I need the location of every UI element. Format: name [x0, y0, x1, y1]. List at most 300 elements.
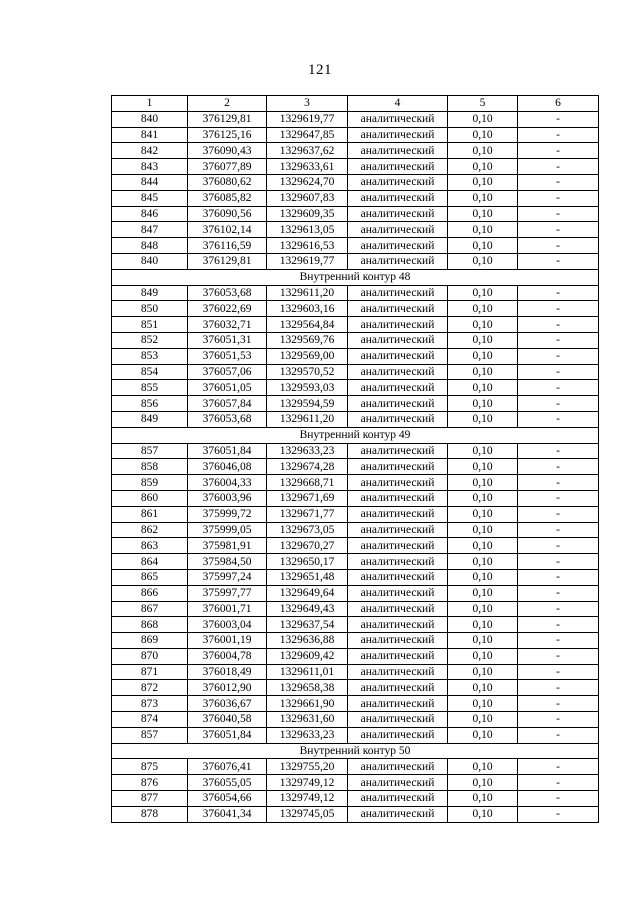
- method-cell: аналитический: [348, 111, 448, 127]
- description-cell: -: [518, 190, 599, 206]
- method-cell: аналитический: [348, 475, 448, 491]
- accuracy-cell: 0,10: [448, 301, 518, 317]
- method-cell: аналитический: [348, 459, 448, 475]
- description-cell: -: [518, 791, 599, 807]
- y-coordinate-cell: 1329619,77: [267, 253, 348, 269]
- point-number-cell: 849: [112, 411, 188, 427]
- accuracy-cell: 0,10: [448, 364, 518, 380]
- y-coordinate-cell: 1329609,42: [267, 648, 348, 664]
- description-cell: -: [518, 601, 599, 617]
- accuracy-cell: 0,10: [448, 633, 518, 649]
- description-cell: -: [518, 538, 599, 554]
- accuracy-cell: 0,10: [448, 206, 518, 222]
- accuracy-cell: 0,10: [448, 712, 518, 728]
- point-number-cell: 868: [112, 617, 188, 633]
- table-row: [112, 159, 599, 175]
- x-coordinate-cell: 376001,71: [188, 601, 267, 617]
- x-coordinate-cell: 375997,24: [188, 569, 267, 585]
- point-number-cell: 863: [112, 538, 188, 554]
- table-row: [112, 301, 599, 317]
- accuracy-cell: 0,10: [448, 727, 518, 743]
- method-cell: аналитический: [348, 411, 448, 427]
- x-coordinate-cell: 376003,04: [188, 617, 267, 633]
- accuracy-cell: 0,10: [448, 396, 518, 412]
- method-cell: аналитический: [348, 712, 448, 728]
- table-row: [112, 696, 599, 712]
- x-coordinate-cell: 376080,62: [188, 174, 267, 190]
- table-row: [112, 712, 599, 728]
- table-row: [112, 380, 599, 396]
- method-cell: аналитический: [348, 775, 448, 791]
- description-cell: -: [518, 459, 599, 475]
- accuracy-cell: 0,10: [448, 222, 518, 238]
- table-row: [112, 206, 599, 222]
- point-number-cell: 847: [112, 222, 188, 238]
- y-coordinate-cell: 1329594,59: [267, 396, 348, 412]
- description-cell: -: [518, 174, 599, 190]
- x-coordinate-cell: 376053,68: [188, 285, 267, 301]
- description-cell: -: [518, 332, 599, 348]
- method-cell: аналитический: [348, 127, 448, 143]
- point-number-cell: 848: [112, 238, 188, 254]
- method-cell: аналитический: [348, 222, 448, 238]
- x-coordinate-cell: 376116,59: [188, 238, 267, 254]
- method-cell: аналитический: [348, 806, 448, 822]
- x-coordinate-cell: 376004,33: [188, 475, 267, 491]
- point-number-cell: 845: [112, 190, 188, 206]
- table-body: [112, 111, 599, 822]
- accuracy-cell: 0,10: [448, 696, 518, 712]
- accuracy-cell: 0,10: [448, 459, 518, 475]
- y-coordinate-cell: 1329755,20: [267, 759, 348, 775]
- accuracy-cell: 0,10: [448, 174, 518, 190]
- description-cell: -: [518, 443, 599, 459]
- x-coordinate-cell: 376054,66: [188, 791, 267, 807]
- point-number-cell: 854: [112, 364, 188, 380]
- method-cell: аналитический: [348, 348, 448, 364]
- header-cell-description: 6: [518, 96, 599, 112]
- y-coordinate-cell: 1329673,05: [267, 522, 348, 538]
- page-number: 121: [308, 62, 332, 78]
- y-coordinate-cell: 1329613,05: [267, 222, 348, 238]
- y-coordinate-cell: 1329671,77: [267, 506, 348, 522]
- accuracy-cell: 0,10: [448, 759, 518, 775]
- x-coordinate-cell: 376001,19: [188, 633, 267, 649]
- point-number-cell: 872: [112, 680, 188, 696]
- table-row: [112, 222, 599, 238]
- point-number-cell: 858: [112, 459, 188, 475]
- description-cell: -: [518, 222, 599, 238]
- point-number-cell: 841: [112, 127, 188, 143]
- method-cell: аналитический: [348, 238, 448, 254]
- x-coordinate-cell: 376032,71: [188, 317, 267, 333]
- y-coordinate-cell: 1329670,27: [267, 538, 348, 554]
- accuracy-cell: 0,10: [448, 538, 518, 554]
- point-number-cell: 878: [112, 806, 188, 822]
- point-number-cell: 851: [112, 317, 188, 333]
- point-number-cell: 865: [112, 569, 188, 585]
- accuracy-cell: 0,10: [448, 648, 518, 664]
- y-coordinate-cell: 1329658,38: [267, 680, 348, 696]
- header-cell-method: 4: [348, 96, 448, 112]
- point-number-cell: 862: [112, 522, 188, 538]
- point-number-cell: 842: [112, 143, 188, 159]
- table-row: [112, 459, 599, 475]
- y-coordinate-cell: 1329671,69: [267, 490, 348, 506]
- y-coordinate-cell: 1329609,35: [267, 206, 348, 222]
- method-cell: аналитический: [348, 759, 448, 775]
- point-number-cell: 857: [112, 443, 188, 459]
- method-cell: аналитический: [348, 569, 448, 585]
- x-coordinate-cell: 376012,90: [188, 680, 267, 696]
- table-row: [112, 475, 599, 491]
- table-row: [112, 490, 599, 506]
- description-cell: -: [518, 759, 599, 775]
- method-cell: аналитический: [348, 648, 448, 664]
- point-number-cell: 869: [112, 633, 188, 649]
- point-number-cell: 844: [112, 174, 188, 190]
- x-coordinate-cell: 375999,72: [188, 506, 267, 522]
- x-coordinate-cell: 376051,84: [188, 443, 267, 459]
- accuracy-cell: 0,10: [448, 806, 518, 822]
- accuracy-cell: 0,10: [448, 317, 518, 333]
- description-cell: -: [518, 506, 599, 522]
- x-coordinate-cell: 376018,49: [188, 664, 267, 680]
- y-coordinate-cell: 1329661,90: [267, 696, 348, 712]
- x-coordinate-cell: 375999,05: [188, 522, 267, 538]
- x-coordinate-cell: 376051,05: [188, 380, 267, 396]
- y-coordinate-cell: 1329569,00: [267, 348, 348, 364]
- method-cell: аналитический: [348, 554, 448, 570]
- x-coordinate-cell: 376051,31: [188, 332, 267, 348]
- table-row: [112, 522, 599, 538]
- y-coordinate-cell: 1329569,76: [267, 332, 348, 348]
- point-number-cell: 853: [112, 348, 188, 364]
- section-row: [112, 427, 599, 443]
- accuracy-cell: 0,10: [448, 522, 518, 538]
- table-row: [112, 143, 599, 159]
- point-number-cell: 877: [112, 791, 188, 807]
- table-row: [112, 617, 599, 633]
- point-number-cell: 859: [112, 475, 188, 491]
- point-number-cell: 875: [112, 759, 188, 775]
- accuracy-cell: 0,10: [448, 791, 518, 807]
- y-coordinate-cell: 1329633,61: [267, 159, 348, 175]
- method-cell: аналитический: [348, 601, 448, 617]
- point-number-cell: 876: [112, 775, 188, 791]
- method-cell: аналитический: [348, 680, 448, 696]
- table-row: [112, 506, 599, 522]
- point-number-cell: 856: [112, 396, 188, 412]
- description-cell: -: [518, 569, 599, 585]
- y-coordinate-cell: 1329749,12: [267, 791, 348, 807]
- table-row: [112, 759, 599, 775]
- method-cell: аналитический: [348, 696, 448, 712]
- description-cell: -: [518, 348, 599, 364]
- header-cell-y: 3: [267, 96, 348, 112]
- x-coordinate-cell: 376055,05: [188, 775, 267, 791]
- point-number-cell: 850: [112, 301, 188, 317]
- header-cell-x: 2: [188, 96, 267, 112]
- accuracy-cell: 0,10: [448, 285, 518, 301]
- method-cell: аналитический: [348, 380, 448, 396]
- description-cell: -: [518, 317, 599, 333]
- accuracy-cell: 0,10: [448, 253, 518, 269]
- method-cell: аналитический: [348, 633, 448, 649]
- point-number-cell: 852: [112, 332, 188, 348]
- table-row: [112, 127, 599, 143]
- description-cell: -: [518, 554, 599, 570]
- accuracy-cell: 0,10: [448, 348, 518, 364]
- y-coordinate-cell: 1329607,83: [267, 190, 348, 206]
- table-row: [112, 332, 599, 348]
- description-cell: -: [518, 380, 599, 396]
- description-cell: -: [518, 633, 599, 649]
- point-number-cell: 855: [112, 380, 188, 396]
- description-cell: -: [518, 617, 599, 633]
- x-coordinate-cell: 376102,14: [188, 222, 267, 238]
- x-coordinate-cell: 376046,08: [188, 459, 267, 475]
- method-cell: аналитический: [348, 253, 448, 269]
- table-row: [112, 664, 599, 680]
- point-number-cell: 873: [112, 696, 188, 712]
- table-row: [112, 396, 599, 412]
- x-coordinate-cell: 376085,82: [188, 190, 267, 206]
- section-title: Внутренний контур 49: [112, 427, 599, 443]
- y-coordinate-cell: 1329745,05: [267, 806, 348, 822]
- y-coordinate-cell: 1329749,12: [267, 775, 348, 791]
- header-cell-accuracy: 5: [448, 96, 518, 112]
- method-cell: аналитический: [348, 664, 448, 680]
- method-cell: аналитический: [348, 190, 448, 206]
- x-coordinate-cell: 376040,58: [188, 712, 267, 728]
- accuracy-cell: 0,10: [448, 506, 518, 522]
- point-number-cell: 846: [112, 206, 188, 222]
- table-row: [112, 364, 599, 380]
- y-coordinate-cell: 1329619,77: [267, 111, 348, 127]
- description-cell: -: [518, 127, 599, 143]
- y-coordinate-cell: 1329647,85: [267, 127, 348, 143]
- method-cell: аналитический: [348, 301, 448, 317]
- accuracy-cell: 0,10: [448, 554, 518, 570]
- point-number-cell: 866: [112, 585, 188, 601]
- description-cell: -: [518, 775, 599, 791]
- section-row: [112, 743, 599, 759]
- point-number-cell: 857: [112, 727, 188, 743]
- method-cell: аналитический: [348, 506, 448, 522]
- description-cell: -: [518, 680, 599, 696]
- description-cell: -: [518, 159, 599, 175]
- table-row: [112, 601, 599, 617]
- y-coordinate-cell: 1329649,64: [267, 585, 348, 601]
- table-row: [112, 538, 599, 554]
- description-cell: -: [518, 396, 599, 412]
- x-coordinate-cell: 376057,06: [188, 364, 267, 380]
- x-coordinate-cell: 376051,84: [188, 727, 267, 743]
- method-cell: аналитический: [348, 285, 448, 301]
- method-cell: аналитический: [348, 791, 448, 807]
- description-cell: -: [518, 206, 599, 222]
- description-cell: -: [518, 301, 599, 317]
- table-row: [112, 680, 599, 696]
- accuracy-cell: 0,10: [448, 380, 518, 396]
- point-number-cell: 867: [112, 601, 188, 617]
- method-cell: аналитический: [348, 490, 448, 506]
- method-cell: аналитический: [348, 364, 448, 380]
- accuracy-cell: 0,10: [448, 238, 518, 254]
- x-coordinate-cell: 376090,43: [188, 143, 267, 159]
- accuracy-cell: 0,10: [448, 601, 518, 617]
- description-cell: -: [518, 696, 599, 712]
- description-cell: -: [518, 727, 599, 743]
- y-coordinate-cell: 1329633,23: [267, 727, 348, 743]
- description-cell: -: [518, 143, 599, 159]
- y-coordinate-cell: 1329631,60: [267, 712, 348, 728]
- accuracy-cell: 0,10: [448, 569, 518, 585]
- point-number-cell: 860: [112, 490, 188, 506]
- y-coordinate-cell: 1329624,70: [267, 174, 348, 190]
- table-row: [112, 554, 599, 570]
- accuracy-cell: 0,10: [448, 585, 518, 601]
- x-coordinate-cell: 376041,34: [188, 806, 267, 822]
- point-number-cell: 861: [112, 506, 188, 522]
- y-coordinate-cell: 1329603,16: [267, 301, 348, 317]
- x-coordinate-cell: 376076,41: [188, 759, 267, 775]
- y-coordinate-cell: 1329611,20: [267, 411, 348, 427]
- section-title: Внутренний контур 50: [112, 743, 599, 759]
- description-cell: -: [518, 285, 599, 301]
- header-row: [112, 96, 599, 112]
- y-coordinate-cell: 1329570,52: [267, 364, 348, 380]
- y-coordinate-cell: 1329649,43: [267, 601, 348, 617]
- x-coordinate-cell: 376004,78: [188, 648, 267, 664]
- description-cell: -: [518, 648, 599, 664]
- x-coordinate-cell: 376053,68: [188, 411, 267, 427]
- point-number-cell: 840: [112, 253, 188, 269]
- x-coordinate-cell: 376051,53: [188, 348, 267, 364]
- method-cell: аналитический: [348, 522, 448, 538]
- method-cell: аналитический: [348, 585, 448, 601]
- description-cell: -: [518, 806, 599, 822]
- y-coordinate-cell: 1329636,88: [267, 633, 348, 649]
- x-coordinate-cell: 376036,67: [188, 696, 267, 712]
- section-title: Внутренний контур 48: [112, 269, 599, 285]
- point-number-cell: 840: [112, 111, 188, 127]
- y-coordinate-cell: 1329674,28: [267, 459, 348, 475]
- table-row: [112, 411, 599, 427]
- y-coordinate-cell: 1329593,03: [267, 380, 348, 396]
- table-row: [112, 253, 599, 269]
- table-row: [112, 285, 599, 301]
- description-cell: -: [518, 585, 599, 601]
- accuracy-cell: 0,10: [448, 490, 518, 506]
- method-cell: аналитический: [348, 206, 448, 222]
- x-coordinate-cell: 376090,56: [188, 206, 267, 222]
- accuracy-cell: 0,10: [448, 775, 518, 791]
- accuracy-cell: 0,10: [448, 475, 518, 491]
- header-cell-point: 1: [112, 96, 188, 112]
- method-cell: аналитический: [348, 317, 448, 333]
- description-cell: -: [518, 664, 599, 680]
- description-cell: -: [518, 238, 599, 254]
- table-row: [112, 775, 599, 791]
- accuracy-cell: 0,10: [448, 411, 518, 427]
- point-number-cell: 849: [112, 285, 188, 301]
- method-cell: аналитический: [348, 443, 448, 459]
- method-cell: аналитический: [348, 538, 448, 554]
- description-cell: -: [518, 475, 599, 491]
- accuracy-cell: 0,10: [448, 332, 518, 348]
- x-coordinate-cell: 376022,69: [188, 301, 267, 317]
- x-coordinate-cell: 376077,89: [188, 159, 267, 175]
- y-coordinate-cell: 1329616,53: [267, 238, 348, 254]
- y-coordinate-cell: 1329637,62: [267, 143, 348, 159]
- method-cell: аналитический: [348, 332, 448, 348]
- accuracy-cell: 0,10: [448, 111, 518, 127]
- y-coordinate-cell: 1329611,20: [267, 285, 348, 301]
- accuracy-cell: 0,10: [448, 680, 518, 696]
- description-cell: -: [518, 111, 599, 127]
- section-row: [112, 269, 599, 285]
- table-row: [112, 238, 599, 254]
- description-cell: -: [518, 490, 599, 506]
- y-coordinate-cell: 1329637,54: [267, 617, 348, 633]
- method-cell: аналитический: [348, 159, 448, 175]
- accuracy-cell: 0,10: [448, 159, 518, 175]
- point-number-cell: 874: [112, 712, 188, 728]
- method-cell: аналитический: [348, 396, 448, 412]
- method-cell: аналитический: [348, 143, 448, 159]
- description-cell: -: [518, 253, 599, 269]
- table-row: [112, 727, 599, 743]
- x-coordinate-cell: 375997,77: [188, 585, 267, 601]
- x-coordinate-cell: 375984,50: [188, 554, 267, 570]
- method-cell: аналитический: [348, 174, 448, 190]
- point-number-cell: 864: [112, 554, 188, 570]
- point-number-cell: 871: [112, 664, 188, 680]
- accuracy-cell: 0,10: [448, 190, 518, 206]
- y-coordinate-cell: 1329611,01: [267, 664, 348, 680]
- table-row: [112, 174, 599, 190]
- x-coordinate-cell: 376057,84: [188, 396, 267, 412]
- table-row: [112, 806, 599, 822]
- x-coordinate-cell: 376129,81: [188, 253, 267, 269]
- x-coordinate-cell: 376129,81: [188, 111, 267, 127]
- table-row: [112, 317, 599, 333]
- point-number-cell: 870: [112, 648, 188, 664]
- table-row: [112, 443, 599, 459]
- description-cell: -: [518, 411, 599, 427]
- accuracy-cell: 0,10: [448, 443, 518, 459]
- x-coordinate-cell: 376003,96: [188, 490, 267, 506]
- y-coordinate-cell: 1329633,23: [267, 443, 348, 459]
- table-row: [112, 648, 599, 664]
- y-coordinate-cell: 1329650,17: [267, 554, 348, 570]
- y-coordinate-cell: 1329564,84: [267, 317, 348, 333]
- coordinates-table: [111, 95, 599, 823]
- y-coordinate-cell: 1329668,71: [267, 475, 348, 491]
- accuracy-cell: 0,10: [448, 127, 518, 143]
- table-row: [112, 585, 599, 601]
- point-number-cell: 843: [112, 159, 188, 175]
- accuracy-cell: 0,10: [448, 143, 518, 159]
- x-coordinate-cell: 376125,16: [188, 127, 267, 143]
- table-row: [112, 111, 599, 127]
- table-row: [112, 791, 599, 807]
- accuracy-cell: 0,10: [448, 617, 518, 633]
- table-row: [112, 190, 599, 206]
- description-cell: -: [518, 712, 599, 728]
